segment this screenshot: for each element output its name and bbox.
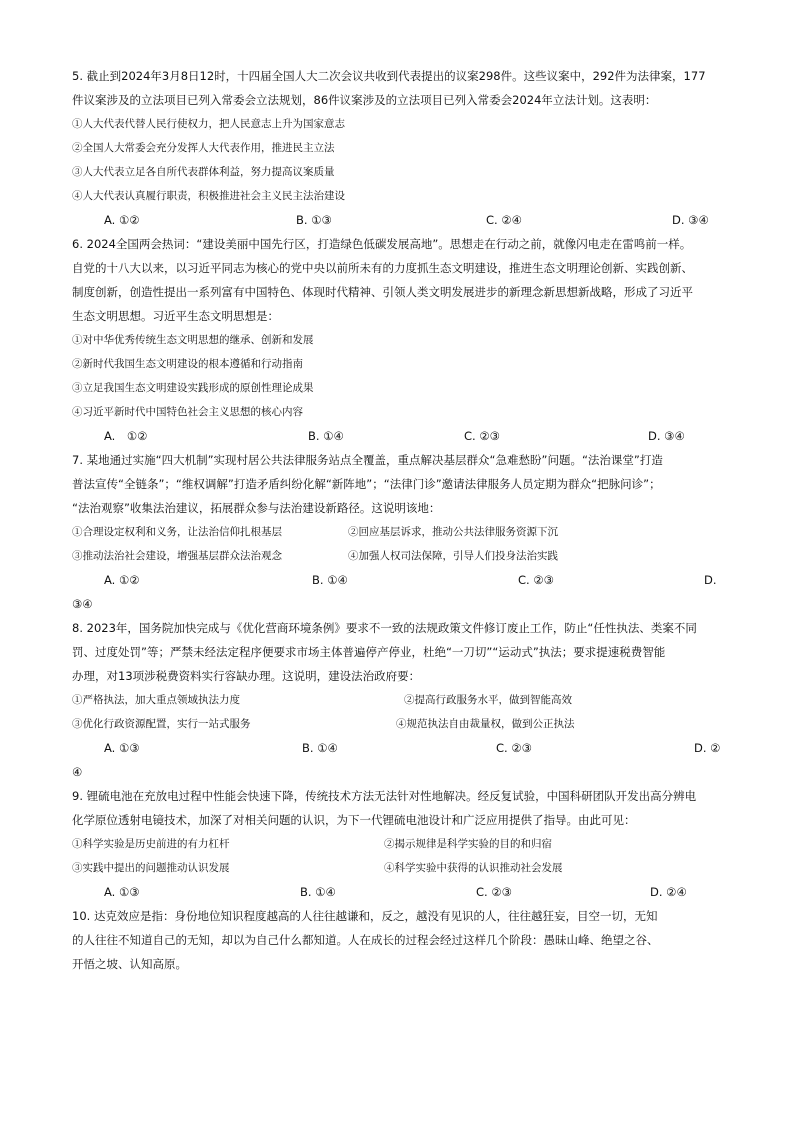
question-10-stem-line: 10. 达克效应是指：身份地位知识程度越高的人往往越谦和，反之，越没有见识的人，往往越狂妄，目空一切，无知 [72,909,658,923]
question-7-options-row [72,544,722,568]
question-8-options-row [72,688,722,712]
question-7-option: ④加强人权司法保障，引导人们投身法治实践 [348,550,558,562]
question-6-option: ②新时代我国生态文明建设的根本遵循和行动指南 [72,358,303,370]
question-6-stem-line: 生态文明思想。习近平生态文明思想是： [72,309,279,323]
question-5-choices [72,208,722,232]
question-7-option: ②回应基层诉求，推动公共法律服务资源下沉 [348,526,558,538]
choice-d: D. [704,573,717,587]
question-7 [72,448,722,616]
choice-d: D. ②④ [650,885,687,899]
question-7-choice-wrap: ③④ [72,597,93,611]
question-5-stem-line: 5. 截止到2024年3月8日12时，十四届全国人大二次会议共收到代表提出的议案298件。这些议案中，292件为法律案，177 [72,69,706,83]
choice-b: B. ①③ [296,213,332,227]
question-9-option: ②揭示规律是科学实验的目的和归宿 [384,838,552,850]
choice-b: B. ①④ [308,429,344,443]
question-8-option: ①严格执法，加大重点领域执法力度 [72,694,240,706]
question-5-option: ④人大代表认真履行职责，积极推进社会主义民主法治建设 [72,190,345,202]
question-6 [72,232,722,448]
question-8-choice-wrap: ④ [72,765,83,779]
question-9-stem-line: 9. 锂硫电池在充放电过程中性能会快速下降，传统技术方法无法针对性地解决。经反复试验，中国科研团队开发出高分辨电 [72,789,697,803]
question-7-choices [72,568,722,592]
question-5-option: ①人大代表代替人民行使权力，把人民意志上升为国家意志 [72,118,345,130]
question-7-option: ③推动法治社会建设，增强基层群众法治观念 [72,550,282,562]
question-9-option: ③实践中提出的问题推动认识发展 [72,862,230,874]
choice-d: D. ② [694,741,721,755]
choice-d: D. ③④ [648,429,685,443]
question-5-option: ③人大代表立足各自所代表群体利益，努力提高议案质量 [72,166,335,178]
question-6-option: ③立足我国生态文明建设实践形成的原创性理论成果 [72,382,314,394]
question-9 [72,784,722,904]
choice-a: A. ①② [104,213,140,227]
question-8-options-row [72,712,722,736]
choice-a: A. ①③ [104,741,140,755]
question-9-options-row [72,832,722,856]
question-8-stem-line: 罚、过度处罚”等；严禁未经法定程序便要求市场主体普遍停产停业，杜绝“一刀切”“运动式”执法；要求提速税费智能 [72,645,666,659]
question-6-option: ④习近平新时代中国特色社会主义思想的核心内容 [72,406,303,418]
choice-b: B. ①④ [300,885,336,899]
choice-c: C. ②④ [486,213,522,227]
question-8-stem-line: 办理，对13项涉税费资料实行容缺办理。这说明，建设法治政府要： [72,669,421,683]
choice-c: C. ②③ [476,885,512,899]
question-9-option: ①科学实验是历史前进的有力杠杆 [72,838,230,850]
question-7-stem-line: 普法宣传“全链条”；“维权调解”打造矛盾纠纷化解“新阵地”；“法律门诊”邀请法律服务人员定期为群众“把脉问诊”； [72,477,661,491]
question-7-stem-line: 7. 某地通过实施“四大机制”实现村居公共法律服务站点全覆盖，重点解决基层群众“急难愁盼”问题。“法治课堂”打造 [72,453,663,467]
choice-b: B. ①④ [312,573,348,587]
choice-c: C. ②③ [518,573,554,587]
question-8-stem-line: 8. 2023年，国务院加快完成与《优化营商环境条例》要求不一致的法规政策文件修订废止工作，防止“任性执法、类案不同 [72,621,697,635]
question-5-stem-line: 件议案涉及的立法项目已列入常委会立法规划，86件议案涉及的立法项目已列入常委会2024年立法计划。这表明： [72,93,657,107]
question-6-stem-line: 制度创新，创造性提出一系列富有中国特色、体现时代精神、引领人类文明发展进步的新理念新思想新战略，形成了习近平 [72,285,693,299]
question-8-option: ②提高行政服务水平，做到智能高效 [404,694,572,706]
choice-d: D. ③④ [672,213,709,227]
question-10-stem-line: 的人往往不知道自己的无知，却以为自己什么都知道。人在成长的过程会经过这样几个阶段：愚昧山峰、绝望之谷、 [72,933,659,947]
question-7-options-row [72,520,722,544]
question-9-options-row [72,856,722,880]
question-8 [72,616,722,784]
question-5 [72,64,722,232]
choice-c: C. ②③ [464,429,500,443]
question-10-stem-line: 开悟之坡、认知高原。 [72,957,187,971]
question-6-stem-line: 自党的十八大以来，以习近平同志为核心的党中央以前所未有的力度抓生态文明建设，推进生态文明理论创新、实践创新、 [72,261,693,275]
choice-c: C. ②③ [496,741,532,755]
question-6-choices [72,424,722,448]
choice-a: A. ①② [104,573,140,587]
choice-a: A. ①③ [104,885,140,899]
page-content [72,64,722,976]
question-8-choices [72,736,722,760]
question-7-option: ①合理设定权利和义务，让法治信仰扎根基层 [72,526,282,538]
question-9-option: ④科学实验中获得的认识推动社会发展 [384,862,563,874]
question-9-choices [72,880,722,904]
question-7-stem-line: “法治观察”收集法治建议，拓展群众参与法治建设新路径。这说明该地： [72,501,441,515]
choice-a: A. ①② [104,429,148,443]
question-10 [72,904,722,976]
question-8-option: ④规范执法自由裁量权，做到公正执法 [396,718,575,730]
question-6-stem-line: 6. 2024全国两会热词：“建设美丽中国先行区，打造绿色低碳发展高地”。思想走在行动之前，就像闪电走在雷鸣前一样。 [72,237,692,251]
question-9-stem-line: 化学原位透射电镜技术，加深了对相关问题的认识，为下一代锂硫电池设计和广泛应用提供了指导。由此可见： [72,813,636,827]
question-6-option: ①对中华优秀传统生态文明思想的继承、创新和发展 [72,334,314,346]
choice-b: B. ①④ [302,741,338,755]
question-8-option: ③优化行政资源配置，实行一站式服务 [72,718,251,730]
question-5-option: ②全国人大常委会充分发挥人大代表作用，推进民主立法 [72,142,335,154]
